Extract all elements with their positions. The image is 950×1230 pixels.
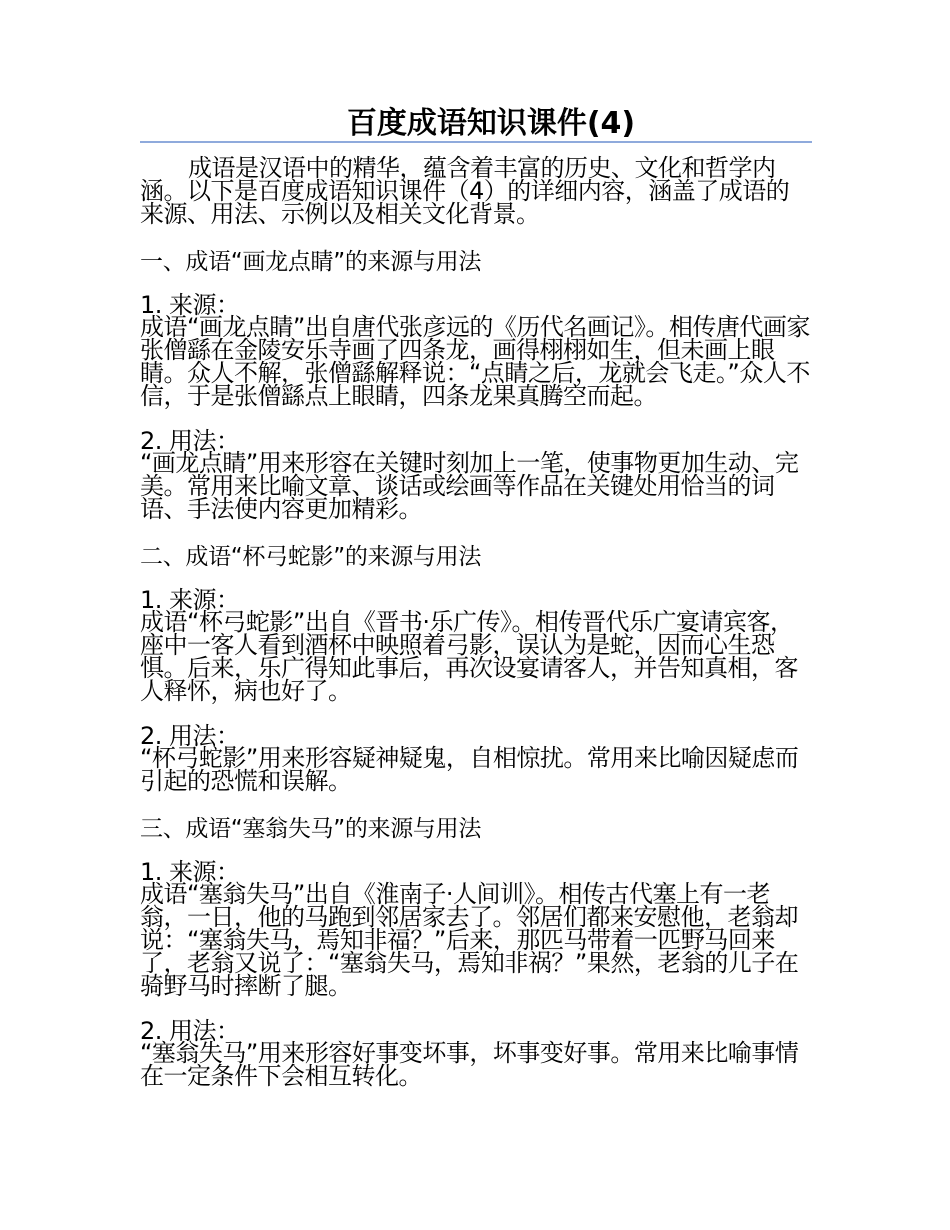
source-label: 1. 来源：: [140, 586, 240, 614]
section-2: [140, 543, 812, 793]
section-3: [140, 815, 812, 1088]
section-heading: 三、成语“塞翁失马”的来源与用法: [140, 816, 482, 842]
usage-paragraph: “杯弓蛇影”用来形容疑神疑鬼，自相惊扰。常用来比喻因疑虑而引起的恐慌和误解。: [140, 744, 799, 795]
source-paragraph: 成语“塞翁失马”出自《淮南子·人间训》。相传古代塞上有一老翁，一日，他的马跑到邻居家去了。邻居们都来安慰他，老翁却说：“塞翁失马，焉知非福？”后来，那匹马带着一匹野马回来了，老翁又说了：“塞翁失马，焉知非祸？”果然，老翁的儿子在骑野马时摔断了腿。: [140, 880, 799, 1000]
document-page: [140, 104, 812, 1110]
usage-label: 2. 用法：: [140, 427, 240, 455]
section-heading: 一、成语“画龙点睛”的来源与用法: [140, 249, 482, 275]
usage-paragraph: “塞翁失马”用来形容好事变坏事，坏事变好事。常用来比喻事情在一定条件下会相互转化。: [140, 1039, 799, 1090]
source-paragraph: 成语“杯弓蛇影”出自《晋书·乐广传》。相传晋代乐广宴请宾客，座中一客人看到酒杯中映照着弓影，误认为是蛇，因而心生恐惧。后来，乐广得知此事后，再次设宴请客人，并告知真相，客人释怀，病也好了。: [140, 608, 798, 705]
section-1: [140, 248, 812, 521]
source-label: 1. 来源：: [140, 291, 240, 319]
section-heading: 二、成语“杯弓蛇影”的来源与用法: [140, 544, 482, 570]
intro-paragraph: 成语是汉语中的精华，蕴含着丰富的历史、文化和哲学内涵。以下是百度成语知识课件（4）的详细内容，涵盖了成语的来源、用法、示例以及相关文化背景。: [140, 154, 790, 228]
usage-label: 2. 用法：: [140, 1017, 240, 1045]
usage-paragraph: “画龙点睛”用来形容在关键时刻加上一笔，使事物更加生动、完美。常用来比喻文章、谈话或绘画等作品在关键处用恰当的词语、手法使内容更加精彩。: [140, 449, 799, 523]
source-paragraph: 成语“画龙点睛”出自唐代张彦远的《历代名画记》。相传唐代画家张僧繇在金陵安乐寺画了四条龙，画得栩栩如生，但未画上眼睛。众人不解，张僧繇解释说：“点睛之后，龙就会飞走。”众人不信，于是张僧繇点上眼睛，四条龙果真腾空而起。: [140, 313, 810, 410]
page-title: 百度成语知识课件(4): [346, 106, 636, 141]
source-label: 1. 来源：: [140, 858, 240, 886]
usage-label: 2. 用法：: [140, 722, 240, 750]
